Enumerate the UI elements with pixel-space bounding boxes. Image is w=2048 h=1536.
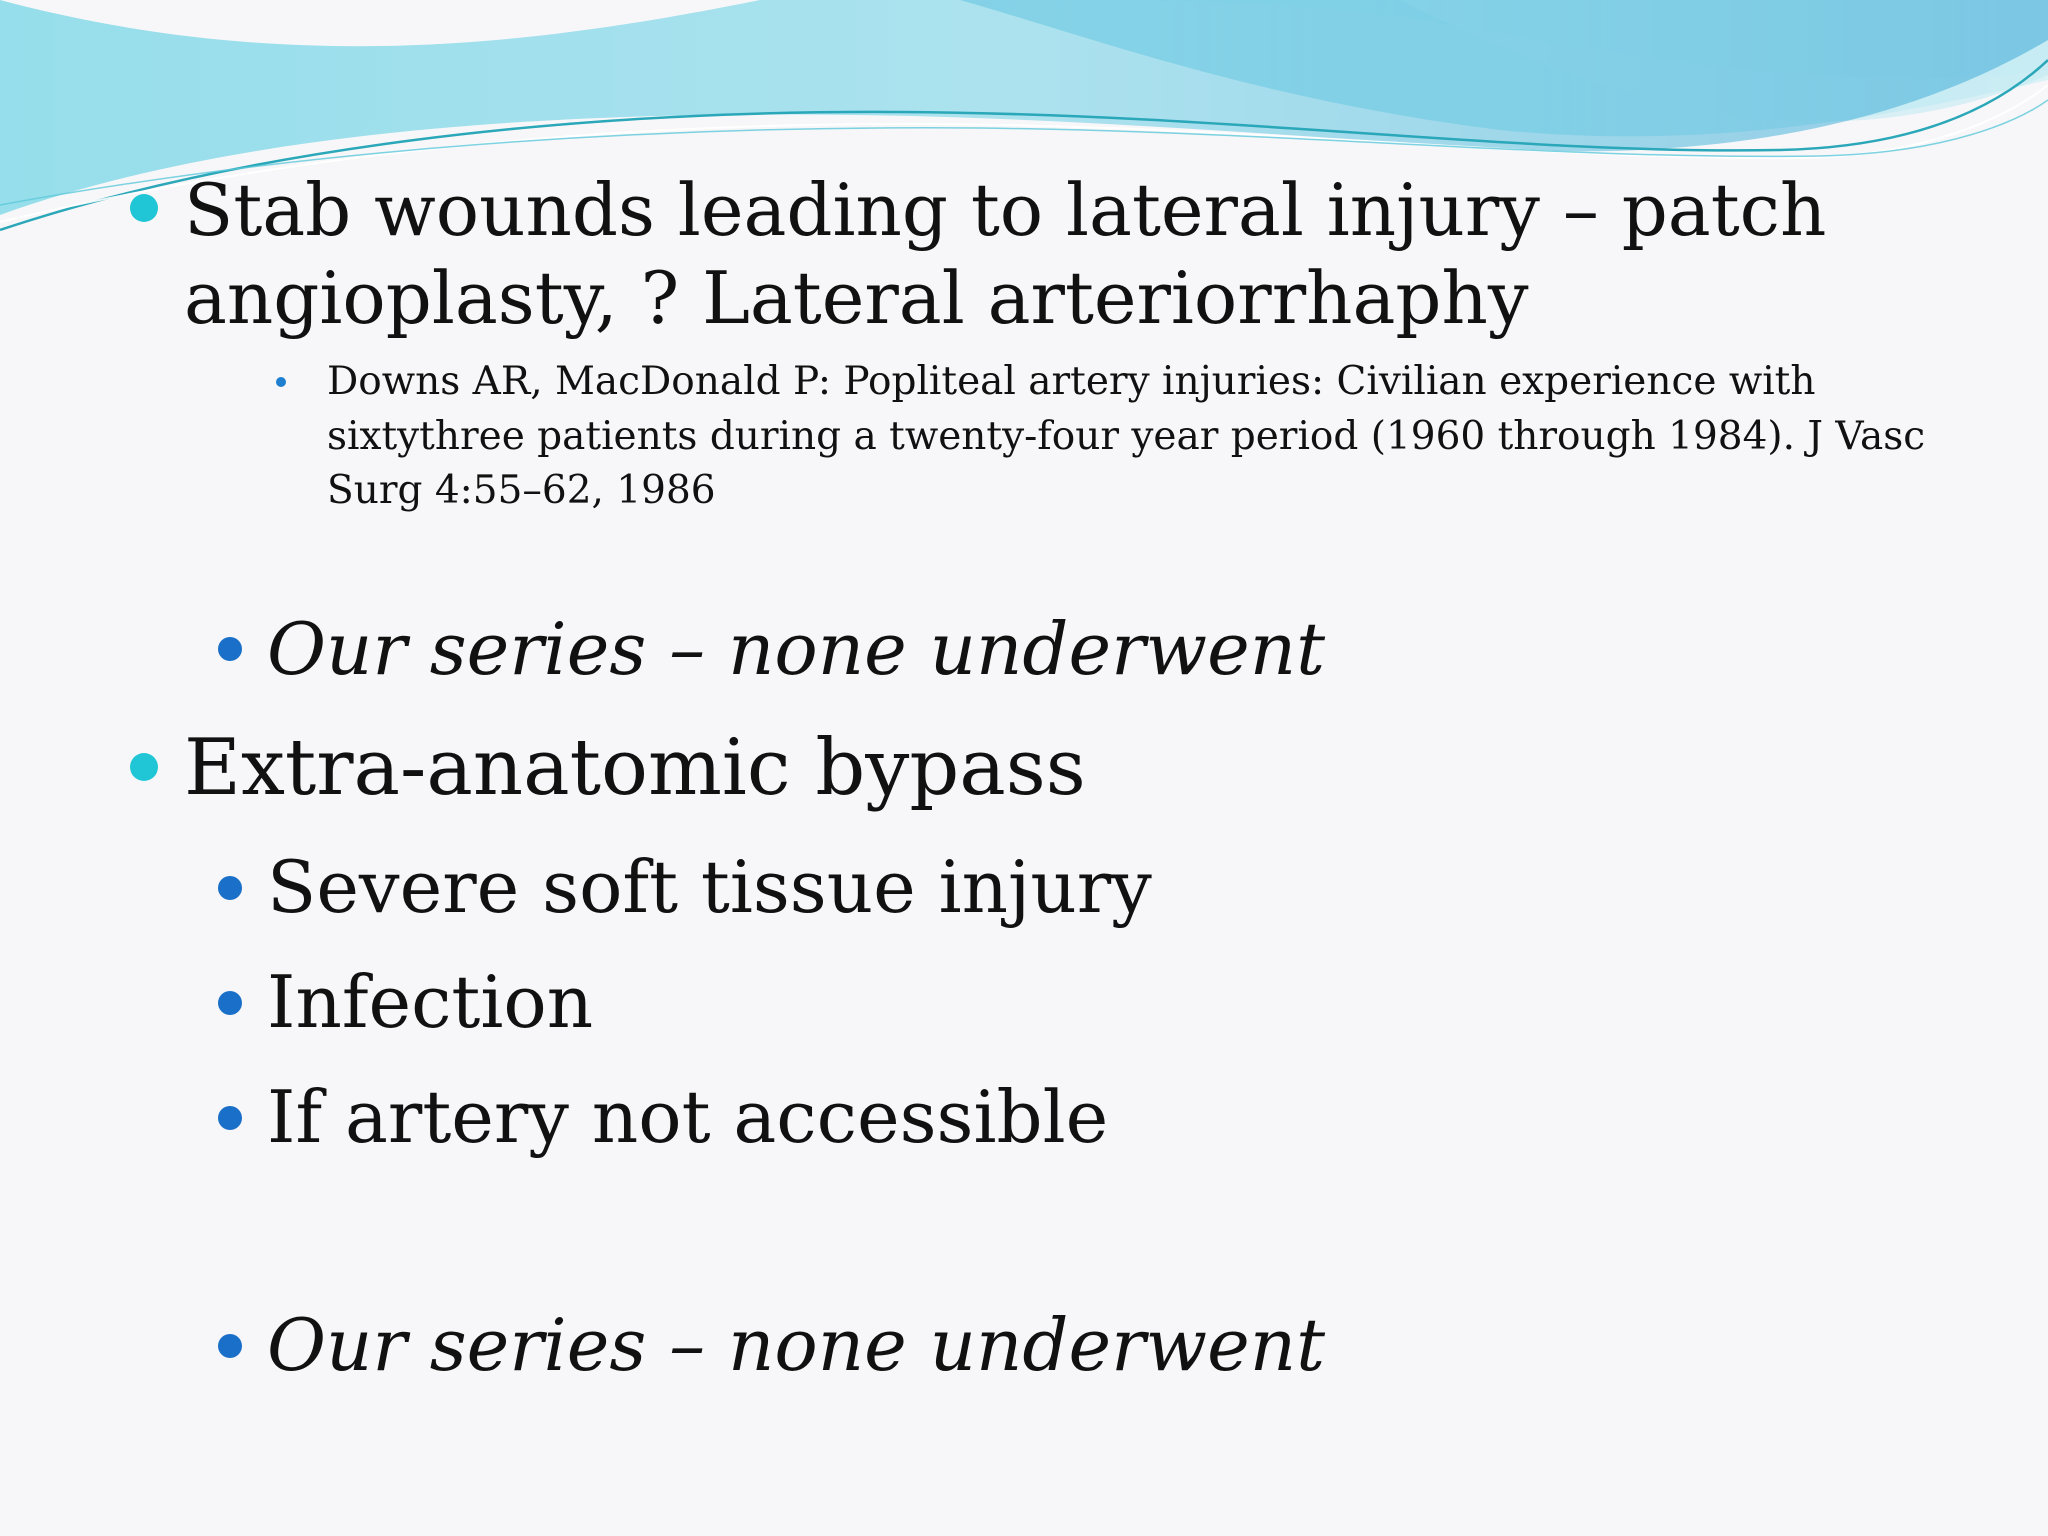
bullet-text-line: angioplasty, ? Lateral arteriorrhaphy xyxy=(184,256,1529,340)
citation-text-line: Surg 4:55–62, 1986 xyxy=(327,468,716,513)
bullet-text: Our series – none underwent xyxy=(267,607,1326,691)
bullet-dot-icon xyxy=(130,753,158,781)
bullet-dot-icon xyxy=(130,194,158,222)
bullet-text: Our series – none underwent xyxy=(267,1303,1326,1387)
bullet-text-line: Stab wounds leading to lateral injury – patch xyxy=(184,168,1827,252)
bullet-dot-icon xyxy=(218,876,242,900)
bullet-dot-icon xyxy=(218,1106,242,1130)
bullet-text: Infection xyxy=(267,960,594,1044)
bullet-text: Severe soft tissue injury xyxy=(267,845,1152,929)
bullet-text: If artery not accessible xyxy=(267,1075,1109,1159)
bullet-dot-icon xyxy=(218,1334,242,1358)
citation-text-line: sixtythree patients during a twenty-four year period (1960 through 1984). J Vasc xyxy=(327,414,1926,459)
bullet-dot-icon xyxy=(218,637,242,661)
bullet-dot-icon xyxy=(276,377,286,387)
bullet-dot-icon xyxy=(218,991,242,1015)
citation-text-line: Downs AR, MacDonald P: Popliteal artery injuries: Civilian experience with xyxy=(327,359,1816,404)
bullet-text: Extra-anatomic bypass xyxy=(184,723,1086,813)
